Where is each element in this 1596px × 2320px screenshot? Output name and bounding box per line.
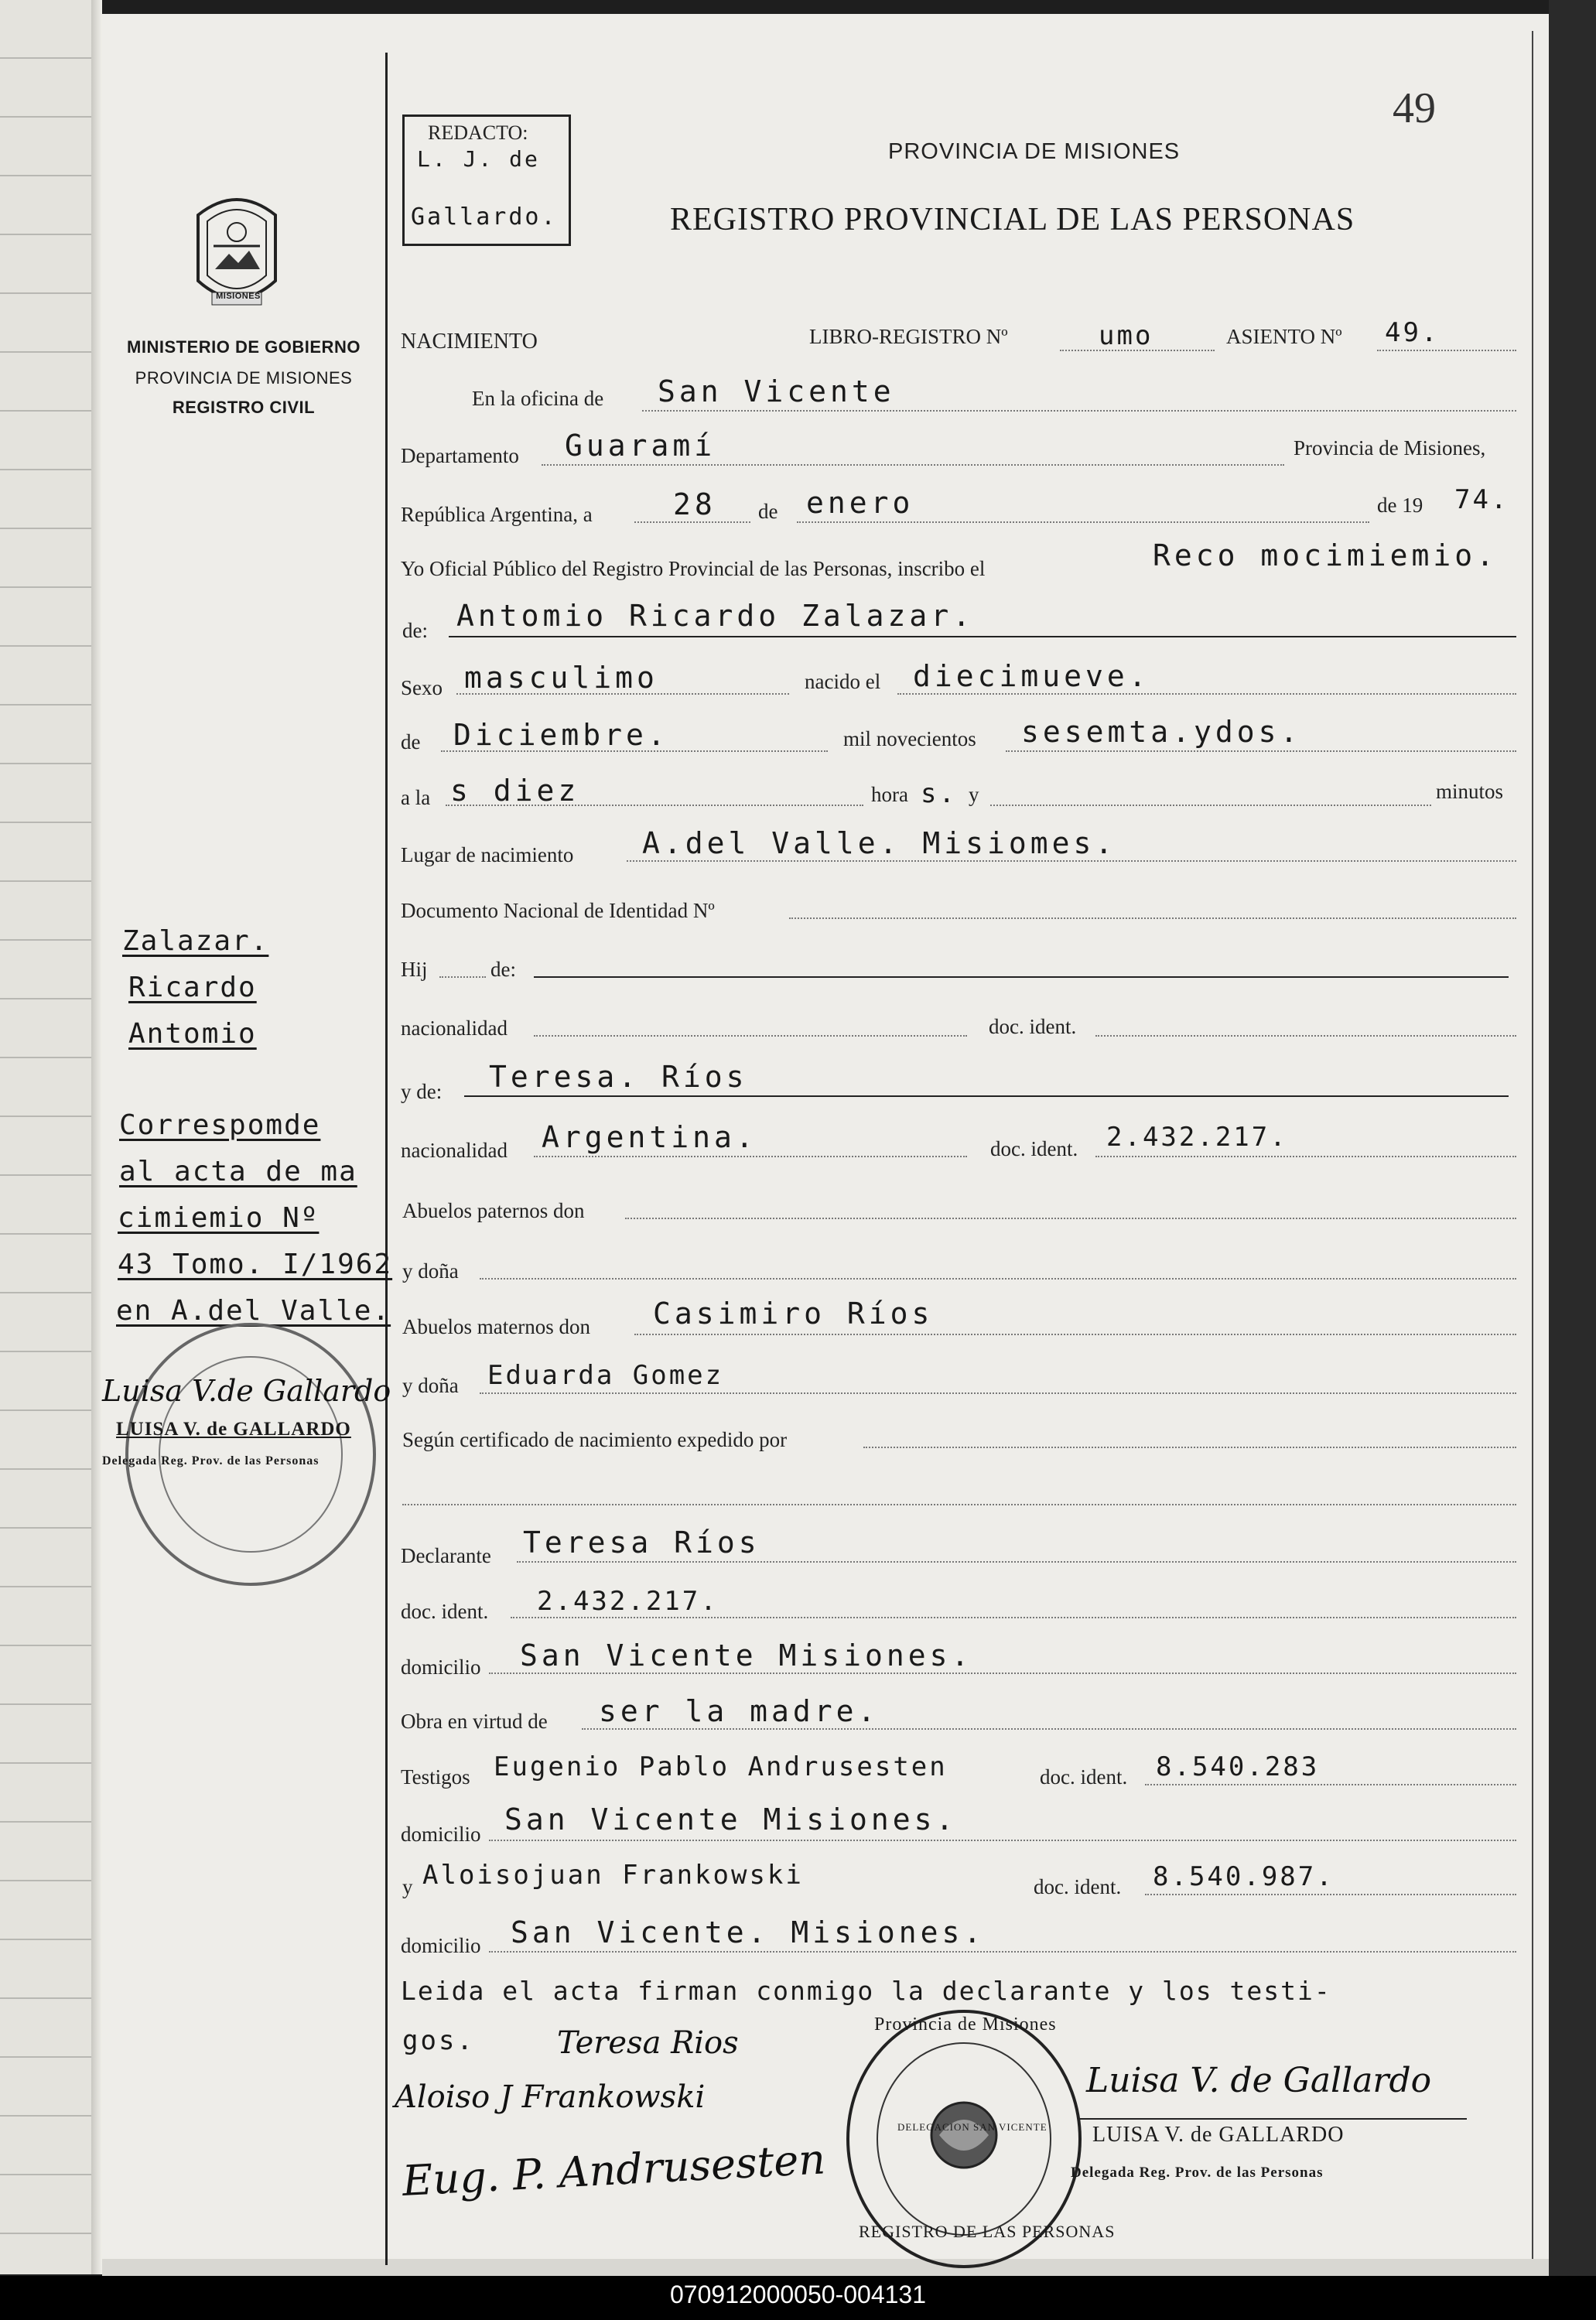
declarante-value: Teresa Ríos <box>523 1526 760 1560</box>
signature-oficial: Luisa V. de Gallardo <box>1086 2061 1432 2100</box>
document-id: 070912000050-004131 <box>670 2281 926 2308</box>
dia-value: 28 <box>673 487 716 521</box>
segun-label: Según certificado de nacimiento expedido por <box>402 1428 788 1451</box>
ministry-line2: PROVINCIA DE MISIONES <box>135 368 353 388</box>
libro-label: LIBRO-REGISTRO Nº <box>809 325 1008 348</box>
abuelos-pat-line <box>625 1218 1516 1219</box>
nacido-line <box>897 693 1516 695</box>
dom-t2-label: domicilio <box>401 1934 481 1957</box>
obra-label: Obra en virtud de <box>401 1710 548 1733</box>
nacionalidad-line <box>534 1035 967 1037</box>
segun-line <box>863 1447 1516 1448</box>
testigo2-doc-label: doc. ident. <box>1034 1875 1122 1898</box>
asiento-label: ASIENTO Nº <box>1226 325 1342 348</box>
documento-line <box>789 917 1516 919</box>
margin-line-3: Antomio <box>128 1018 257 1050</box>
doc-ident-label: doc. ident. <box>989 1015 1077 1038</box>
header-province: PROVINCIA DE MISIONES <box>888 139 1181 164</box>
facing-page <box>0 0 91 2274</box>
hij-line <box>439 976 486 978</box>
decl-doc-line <box>511 1617 1516 1618</box>
abuelos-mat-label: Abuelos maternos don <box>402 1315 590 1338</box>
hij-de-label: de: <box>490 958 516 981</box>
oficial-stamp-role: Delegada Reg. Prov. de las Personas <box>1071 2165 1324 2181</box>
ydona2-label: y doña <box>402 1374 459 1397</box>
oficina-value: San Vicente <box>658 374 895 408</box>
margin-rule <box>385 53 388 2265</box>
domicilio-value: San Vicente Misiones. <box>520 1638 973 1673</box>
obra-value: ser la madre. <box>599 1694 880 1728</box>
page-title: REGISTRO PROVINCIAL DE LAS PERSONAS <box>670 202 1355 237</box>
de3-label: de <box>401 730 421 753</box>
oficial-value: Reco mocimiemio. <box>1153 538 1499 572</box>
departamento-line <box>542 464 1284 466</box>
doc-ident-line <box>1095 1035 1516 1037</box>
signature-testigo1: Eug. P. Andrusesten <box>401 2134 827 2206</box>
abuelos-mat-value: Casimiro Ríos <box>653 1297 934 1331</box>
redacto-line2: Gallardo. <box>411 203 558 231</box>
nombre-value: Antomio Ricardo Zalazar. <box>456 599 975 633</box>
ministry-line1: MINISTERIO DE GOBIERNO <box>127 337 361 357</box>
testigos-label: Testigos <box>401 1765 470 1789</box>
documento-label: Documento Nacional de Identidad Nº <box>401 899 715 922</box>
libro-value: umo <box>1099 320 1153 351</box>
provincia-label: Provincia de Misiones, <box>1294 436 1486 460</box>
ala-label: a la <box>401 786 431 809</box>
margin-line-7: 43 Tomo. I/1962 <box>118 1249 393 1280</box>
departamento-value: Guaramí <box>565 429 716 463</box>
book-edge <box>1549 0 1596 2320</box>
margin-line-1: Zalazar. <box>122 925 269 957</box>
redacto-box <box>402 114 571 246</box>
testigo1-doc-label: doc. ident. <box>1040 1765 1128 1789</box>
de2-label: de: <box>402 619 428 642</box>
dom-t1-line <box>489 1840 1516 1841</box>
round-stamp-bottom: REGISTRO DE LAS PERSONAS <box>859 2222 1116 2241</box>
oficial-stamp-name: LUISA V. de GALLARDO <box>1092 2123 1345 2147</box>
dom-t2-value: San Vicente. Misiones. <box>511 1915 986 1949</box>
madre-line <box>464 1095 1509 1097</box>
decl-doc-label: doc. ident. <box>401 1600 489 1623</box>
sexo-label: Sexo <box>401 676 443 699</box>
mes-nac-value: Diciembre. <box>453 718 669 752</box>
hij-label: Hij <box>401 958 428 981</box>
nacionalidad2-line <box>534 1156 967 1157</box>
asiento-value: 49. <box>1385 317 1440 348</box>
y-testigo-label: y <box>402 1875 413 1898</box>
right-rule <box>1532 31 1533 2259</box>
ydona2-line <box>480 1392 1516 1394</box>
margin-line-6: cimiemio Nº <box>118 1202 320 1234</box>
margin-stamp-role: Delegada Reg. Prov. de las Personas <box>102 1454 320 1468</box>
seal-caption: MISIONES <box>216 292 261 301</box>
mes-value: enero <box>806 486 914 520</box>
ala-value: s diez <box>450 774 580 808</box>
lugar-label: Lugar de nacimiento <box>401 843 574 866</box>
mil-value: sesemta.ydos. <box>1021 715 1302 749</box>
segun-line-2 <box>402 1504 1516 1505</box>
asiento-line <box>1377 350 1516 351</box>
decl-doc-value: 2.432.217. <box>537 1586 719 1617</box>
ydona2-value: Eduarda Gomez <box>487 1360 724 1391</box>
anio-label: de 19 <box>1377 494 1423 517</box>
testigo2-doc-line <box>1145 1894 1516 1895</box>
oficial-label: Yo Oficial Público del Registro Provincial de las Personas, inscribo el <box>401 557 986 580</box>
republica-label: República Argentina, a <box>401 503 593 526</box>
declarante-line <box>517 1561 1516 1563</box>
domicilio-line <box>489 1673 1516 1674</box>
ministry-line3: REGISTRO CIVIL <box>172 398 316 417</box>
nacido-label: nacido el <box>805 670 881 693</box>
testigo1-doc-line <box>1145 1784 1516 1785</box>
dom-t1-value: San Vicente Misiones. <box>504 1802 958 1837</box>
domicilio-label: domicilio <box>401 1655 481 1679</box>
margin-stamp-name: LUISA V. de GALLARDO <box>116 1419 351 1440</box>
lugar-line <box>627 860 1516 862</box>
de-label: de <box>758 500 778 523</box>
dia-line <box>634 521 750 523</box>
testigo2-value: Aloisojuan Frankowski <box>422 1860 804 1891</box>
signature-declarante: Teresa Rios <box>557 2025 739 2061</box>
margin-line-2: Ricardo <box>128 972 257 1003</box>
doc-ident2-value: 2.432.217. <box>1106 1122 1288 1153</box>
doc-ident2-line <box>1095 1156 1516 1157</box>
page-number: 49 <box>1393 84 1436 132</box>
round-stamp-top: Provincia de Misiones <box>874 2014 1057 2035</box>
sexo-value: masculimo <box>464 661 658 695</box>
oficina-label: En la oficina de <box>472 387 604 410</box>
redacto-line1: L. J. de <box>417 146 540 172</box>
testigo1-value: Eugenio Pablo Andrusesten <box>494 1751 948 1782</box>
margin-line-8: en A.del Valle. <box>116 1295 391 1327</box>
margin-line-5: al acta de ma <box>119 1156 357 1187</box>
nacimiento-label: NACIMIENTO <box>401 330 538 354</box>
ydona-line <box>480 1278 1516 1280</box>
testigo1-doc-value: 8.540.283 <box>1156 1751 1320 1782</box>
nombre-line <box>449 636 1516 637</box>
page-bottom-edge <box>102 2259 1549 2276</box>
leida-line-1: Leida el acta firman conmigo la declarante y los testi- <box>401 1976 1331 2006</box>
doc-ident2-label: doc. ident. <box>990 1137 1078 1160</box>
yde-label: y de: <box>401 1080 443 1103</box>
dom-t1-label: domicilio <box>401 1823 481 1846</box>
anio-value: 74. <box>1454 484 1509 515</box>
hora-label: hora <box>871 783 908 806</box>
margin-signature: Luisa V.de Gallardo <box>102 1374 391 1408</box>
padre-line <box>534 976 1509 978</box>
testigo2-doc-value: 8.540.987. <box>1153 1861 1335 1892</box>
ydona-label: y doña <box>402 1259 459 1283</box>
lugar-value: A.del Valle. Misiomes. <box>642 826 1117 860</box>
dom-t2-line <box>489 1951 1516 1953</box>
signature-testigo2: Aloiso J Frankowski <box>395 2079 706 2115</box>
nacionalidad-label: nacionalidad <box>401 1016 508 1040</box>
abuelos-mat-line <box>634 1334 1516 1335</box>
abuelos-pat-label: Abuelos paternos don <box>402 1199 585 1222</box>
mes-line <box>797 521 1369 523</box>
y-label: y <box>969 783 979 806</box>
nacido-value: diecimueve. <box>913 659 1150 693</box>
obra-line <box>582 1728 1516 1730</box>
page-gutter <box>91 0 102 2274</box>
minutos-label: minutos <box>1436 780 1504 803</box>
nacionalidad2-label: nacionalidad <box>401 1139 508 1162</box>
round-stamp-inner: DELEGACION SAN VICENTE <box>897 2121 1047 2133</box>
declarante-label: Declarante <box>401 1544 491 1567</box>
minutos-line <box>990 805 1431 806</box>
margin-line-4: Correspomde <box>119 1109 321 1141</box>
madre-value: Teresa. Ríos <box>489 1060 748 1094</box>
redacto-label: REDACTO: <box>428 121 528 144</box>
hora-value: s. <box>921 778 957 809</box>
mil-line <box>1006 750 1516 752</box>
departamento-label: Departamento <box>401 444 519 467</box>
leida-line-2: gos. <box>402 2025 475 2056</box>
oficina-line <box>642 410 1516 412</box>
nacionalidad2-value: Argentina. <box>542 1120 757 1154</box>
oficial-signature-line <box>1080 2118 1467 2120</box>
mil-label: mil novecientos <box>843 727 976 750</box>
